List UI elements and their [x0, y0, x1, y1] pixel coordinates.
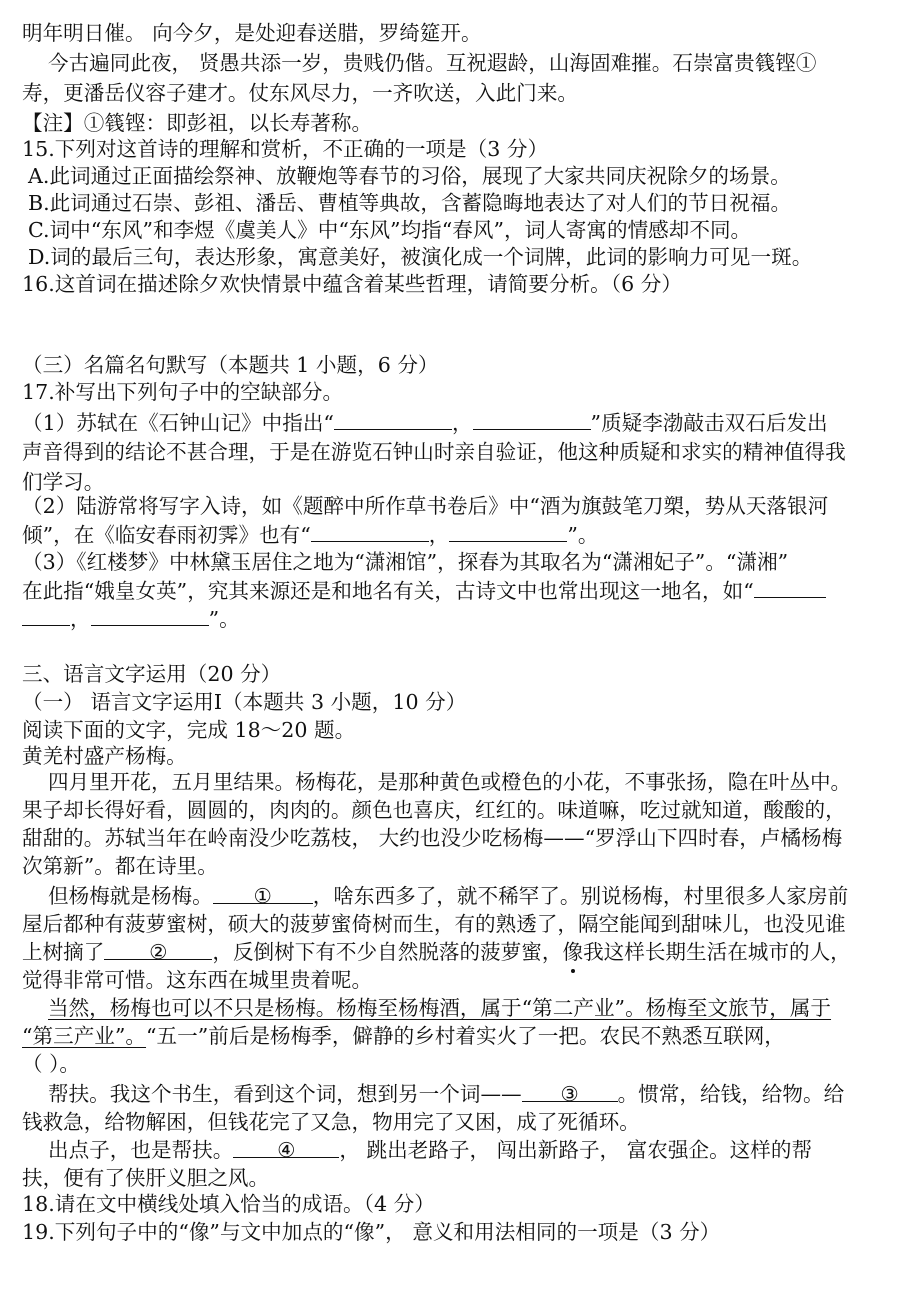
- text-segment: ”质疑李渤敲击双石后发出: [590, 411, 828, 435]
- text-line: [48, 994, 831, 1022]
- text-segment: ，: [428, 523, 450, 547]
- text-line: [22, 688, 466, 716]
- text-segment: ，啥东西多了，就不稀罕了。别说杨梅，村里很多人家房前: [312, 884, 849, 908]
- text-segment: ，: [451, 411, 473, 435]
- text-line: [22, 270, 682, 298]
- text-segment: 阅读下面的文字，完成 18～20 题。: [22, 718, 356, 742]
- text-segment: ”。: [567, 523, 599, 547]
- text-line: [22, 79, 578, 107]
- text-segment: 出点子，也是帮扶。: [48, 1138, 234, 1162]
- text-line: [22, 1218, 720, 1246]
- text-segment: 倾”，在《临安春雨初霁》也有“: [22, 523, 311, 547]
- text-segment: （1）苏轼在《石钟山记》中指出“: [22, 411, 334, 435]
- text-line: [22, 19, 482, 47]
- text-line: [22, 378, 343, 406]
- text-segment: ，: [70, 607, 91, 631]
- text-line: [48, 882, 848, 910]
- numbered-blank: ①: [213, 882, 313, 904]
- text-segment: 四月里开花，五月里结果。杨梅花，是那种黄色或橙色的小花，不事张扬，隐在叶丛中。: [48, 770, 852, 794]
- emphasis-dot-char: 像: [562, 940, 584, 964]
- text-line: [22, 438, 846, 466]
- text-segment: 果子却长得好看，圆圆的，肉肉的。颜色也喜庆，红红的。味道嘛，吃过就知道，酸酸的，: [22, 798, 846, 822]
- numbered-blank: ②: [104, 938, 212, 960]
- text-segment: B.此词通过石崇、彭祖、潘岳、曹植等典故，含蓄隐晦地表达了对人们的节日祝福。: [28, 191, 792, 215]
- text-segment: 三、语言文字运用（20 分）: [22, 662, 282, 686]
- text-segment: 15.下列对这首诗的理解和赏析，不正确的一项是（3 分）: [22, 137, 549, 161]
- fill-blank: [449, 520, 567, 542]
- text-line: [48, 1136, 812, 1164]
- text-segment: C.词中“东风”和李煜《虞美人》中“东风”均指“春风”，词人寄寓的情感却不同。: [28, 218, 752, 242]
- text-line: [22, 109, 372, 137]
- text-segment: 在此指“娥皇女英”，究其来源还是和地名有关，古诗文中也常出现这一地名，如“: [22, 579, 754, 603]
- text-segment: 。惯常，给钱，给物。给: [617, 1082, 845, 1106]
- text-segment: “五一”前后是杨梅季，僻静的乡村着实火了一把。农民不熟悉互联网，: [146, 1024, 785, 1048]
- text-segment: 17.补写出下列句子中的空缺部分。: [22, 380, 344, 404]
- text-segment: ， 跳出老路子， 闯出新路子， 富农强企。这样的帮: [339, 1138, 813, 1162]
- text-segment: 次第新”。都在诗里。: [22, 854, 218, 878]
- numbered-blank: ④: [233, 1136, 339, 1158]
- text-segment: D.词的最后三句，表达形象，寓意美好，被演化成一个词牌，此词的影响力可见一斑。: [28, 245, 813, 269]
- text-segment: （三）名篇名句默写（本题共 1 小题，6 分）: [22, 353, 439, 377]
- text-line: [22, 1022, 785, 1050]
- text-line: [22, 796, 846, 824]
- text-line: [22, 824, 842, 852]
- text-segment: ”。: [208, 607, 240, 631]
- text-segment: 帮扶。我这个书生，看到这个词，想到另一个词——: [48, 1082, 522, 1106]
- text-line: [48, 768, 851, 796]
- text-segment: 19.下列句子中的“像”与文中加点的“像”， 意义和用法相同的一项是（3 分）: [22, 1220, 721, 1244]
- text-segment: 钱救急，给物解困，但钱花完了又急，物用完了又困，成了死循环。: [22, 1110, 640, 1134]
- text-segment: 但杨梅就是杨梅。: [48, 884, 213, 908]
- text-line: [28, 243, 812, 271]
- text-line: [22, 604, 240, 632]
- fill-blank: [473, 408, 591, 430]
- underlined-text: “第三产业”。: [22, 1024, 147, 1048]
- text-line: [22, 548, 788, 576]
- text-segment: 甜甜的。苏轼当年在岭南没少吃荔枝， 大约也没少吃杨梅——“罗浮山下四时春，卢橘杨梅: [22, 826, 843, 850]
- text-line: [22, 716, 355, 744]
- text-segment: A.此词通过正面描绘祭神、放鞭炮等春节的习俗，展现了大家共同庆祝除夕的场景。: [28, 164, 791, 188]
- text-segment: ，反倒树下有不少自然脱落的菠萝蜜，: [212, 940, 563, 964]
- text-segment: 寿，更潘岳仪容子建才。仗东风尽力，一齐吹送，入此门来。: [22, 81, 579, 105]
- fill-blank: [22, 604, 70, 626]
- text-segment: 上树摘了: [22, 940, 105, 964]
- text-segment: （一） 语言文字运用Ⅰ（本题共 3 小题，10 分）: [22, 690, 467, 714]
- fill-blank: [91, 604, 209, 626]
- text-segment: 16.这首词在描述除夕欢快情景中蕴含着某些哲理，请简要分析。（6 分）: [22, 272, 682, 296]
- text-line: [28, 162, 791, 190]
- numbered-blank: ③: [522, 1080, 618, 1102]
- text-segment: 屋后都种有菠萝蜜树，硕大的菠萝蜜倚树而生，有的熟透了，隔空能闻到甜味儿，也没见谁: [22, 912, 846, 936]
- text-segment: （ ）。: [22, 1052, 81, 1076]
- text-line: [22, 520, 599, 548]
- text-line: [22, 576, 826, 604]
- fill-blank: [754, 576, 826, 598]
- text-line: [22, 852, 218, 880]
- text-segment: （3）《红楼梦》中林黛玉居住之地为“潇湘馆”，探春为其取名为“潇湘妃子”。“潇湘”: [22, 550, 789, 574]
- text-line: [22, 966, 372, 994]
- fill-blank: [311, 520, 429, 542]
- text-segment: 觉得非常可惜。这东西在城里贵着呢。: [22, 968, 373, 992]
- text-segment: 们学习。: [22, 470, 105, 494]
- text-segment: （2）陆游常将写字入诗，如《题醉中所作草书卷后》中“酒为旗鼓笔刀槊，势从天落银河: [22, 494, 829, 518]
- text-segment: 声音得到的结论不甚合理，于是在游览石钟山时亲自验证，他这种质疑和求实的精神值得我: [22, 440, 846, 464]
- text-line: [22, 660, 281, 688]
- text-line: [22, 351, 439, 379]
- text-line: [22, 1050, 80, 1078]
- text-line: [22, 135, 548, 163]
- text-line: [22, 742, 187, 770]
- text-line: [48, 49, 817, 77]
- text-segment: 黄羌村盛产杨梅。: [22, 744, 187, 768]
- text-line: [28, 216, 751, 244]
- text-segment: 扶，便有了侠肝义胆之风。: [22, 1166, 270, 1190]
- text-line: [22, 1108, 640, 1136]
- fill-blank: [334, 408, 452, 430]
- text-segment: 我这样长期生活在城市的人，: [583, 940, 851, 964]
- text-line: [28, 189, 791, 217]
- text-line: [22, 938, 851, 966]
- text-line: [22, 492, 828, 520]
- text-segment: 【注】①篯铿：即彭祖，以长寿著称。: [22, 111, 373, 135]
- text-line: [22, 910, 846, 938]
- text-segment: 今古遍同此夜， 贤愚共添一岁，贵贱仍偕。互祝遐龄，山海固难摧。石崇富贵篯铿①: [48, 51, 817, 75]
- text-segment: 明年明日催。 向今夕，是处迎春送腊，罗绮筵开。: [22, 21, 482, 45]
- text-line: [48, 1080, 844, 1108]
- underlined-text: 当然，杨梅也可以不只是杨梅。杨梅至杨梅酒，属于“第二产业”。杨梅至文旅节，属于: [48, 996, 832, 1020]
- text-line: [22, 408, 828, 436]
- text-line: [22, 1164, 269, 1192]
- text-line: [22, 1190, 435, 1218]
- text-segment: 18.请在文中横线处填入恰当的成语。（4 分）: [22, 1192, 435, 1216]
